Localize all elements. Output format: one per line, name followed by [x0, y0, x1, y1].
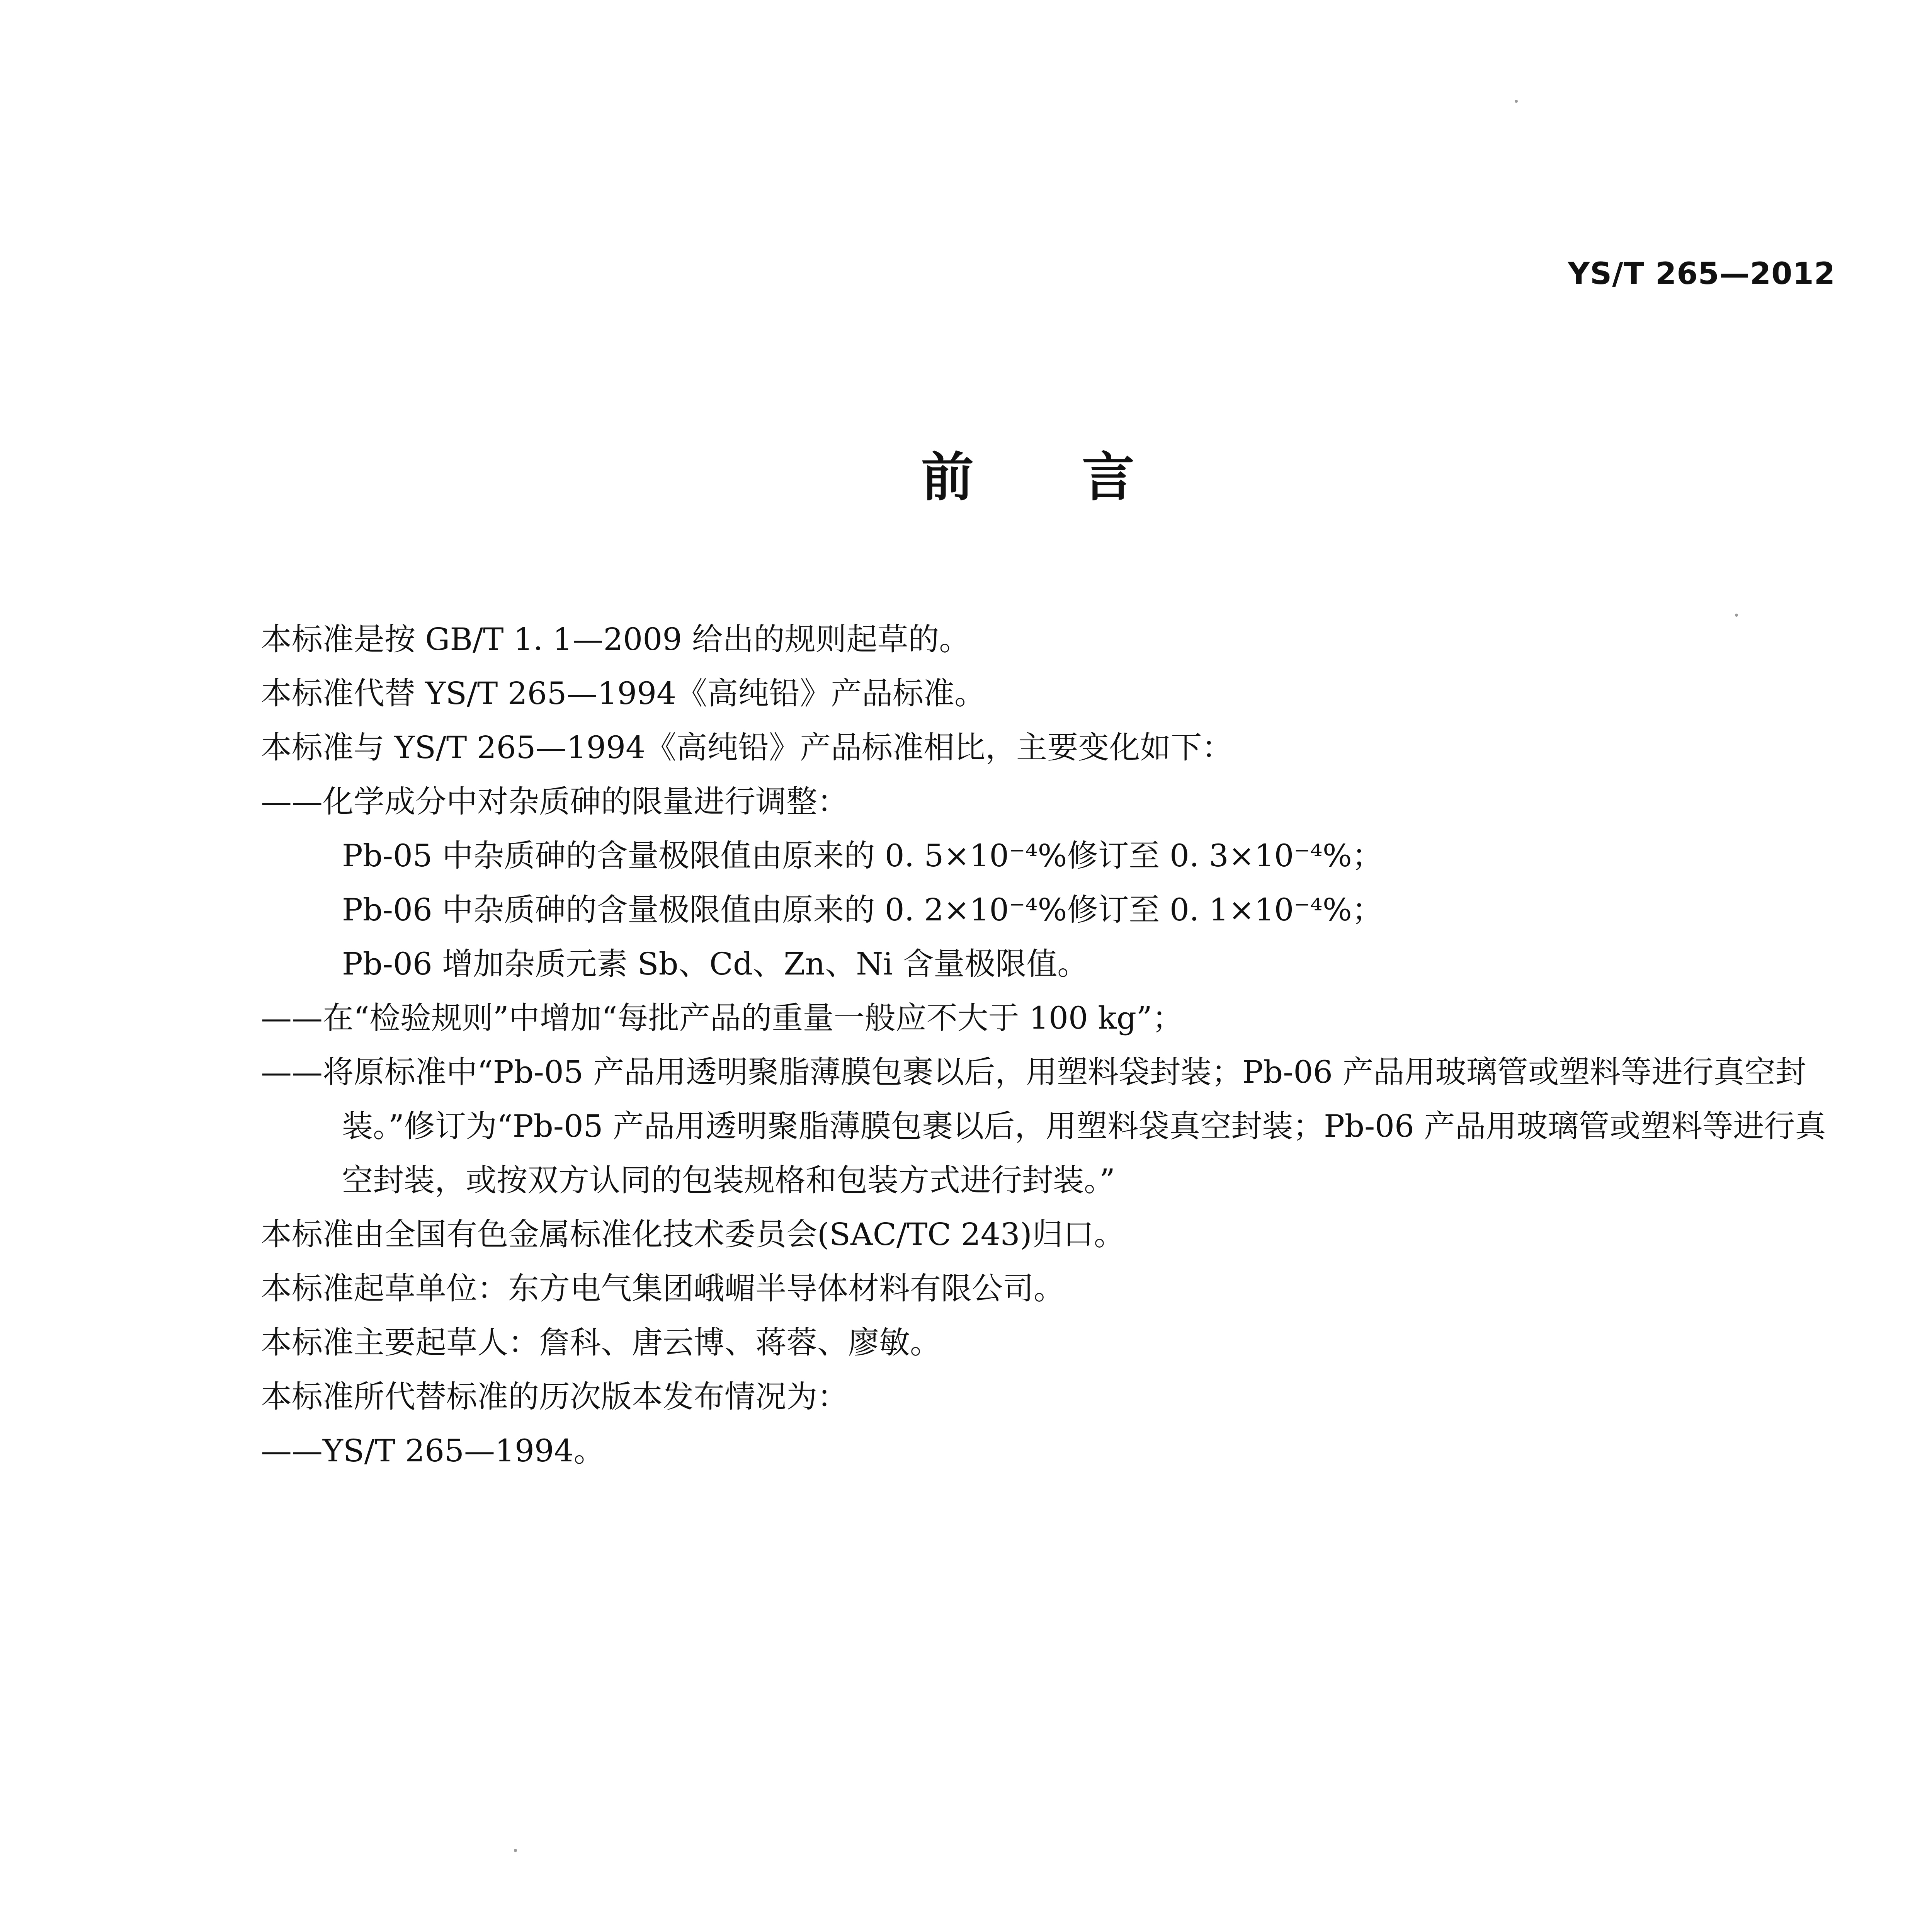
paragraph-technical-committee: 本标准由全国有色金属标准化技术委员会(SAC/TC 243)归口。: [261, 1216, 1125, 1252]
sub-item-pb05-arsenic: Pb-05 中杂质砷的含量极限值由原来的 0. 5×10⁻⁴%修订至 0. 3×10⁻⁴%；: [342, 838, 1383, 874]
paragraph-drafters: 本标准主要起草人：詹科、唐云博、蒋蓉、廖敏。: [261, 1325, 941, 1361]
scan-speck: [1515, 100, 1518, 103]
foreword-body: [261, 612, 1837, 1478]
page-title: 前言: [921, 447, 1243, 508]
previous-edition-item: ——YS/T 265—1994。: [261, 1433, 605, 1469]
scan-speck: [1735, 614, 1738, 617]
paragraph-changes-intro: 本标准与 YS/T 265—1994《高纯铅》产品标准相比，主要变化如下：: [261, 730, 1233, 765]
scan-speck: [514, 1849, 517, 1852]
change-item-inspection-rules: ——在“检验规则”中增加“每批产品的重量一般应不大于 100 kg”；: [261, 1000, 1183, 1036]
sub-item-pb06-arsenic: Pb-06 中杂质砷的含量极限值由原来的 0. 2×10⁻⁴%修订至 0. 1×10⁻⁴%；: [342, 892, 1383, 928]
change-item-chemical-composition: ——化学成分中对杂质砷的限量进行调整：: [261, 784, 848, 820]
standard-number: YS/T 265—2012: [1568, 257, 1835, 291]
paragraph-drafting-rule: 本标准是按 GB/T 1. 1—2009 给出的规则起草的。: [261, 621, 970, 657]
sub-item-pb06-elements: Pb-06 增加杂质元素 Sb、Cd、Zn、Ni 含量极限值。: [342, 946, 1088, 982]
paragraph-drafting-unit: 本标准起草单位：东方电气集团峨嵋半导体材料有限公司。: [261, 1270, 1065, 1306]
change-item-packaging: ——将原标准中“Pb-05 产品用透明聚脂薄膜包裹以后，用塑料袋封装；Pb-06 产品用玻璃管或塑料等进行真空封装。”修订为“Pb-05 产品用透明聚脂薄膜包裹以后，用塑料袋真空封装；Pb-06 产品用玻璃管或塑料等进行真空封装，或按双方认同的包装规格和包装方式进行封装。”: [261, 1054, 1826, 1198]
paragraph-replaces: 本标准代替 YS/T 265—1994《高纯铅》产品标准。: [261, 675, 986, 711]
paragraph-previous-editions: 本标准所代替标准的历次版本发布情况为：: [261, 1379, 848, 1415]
